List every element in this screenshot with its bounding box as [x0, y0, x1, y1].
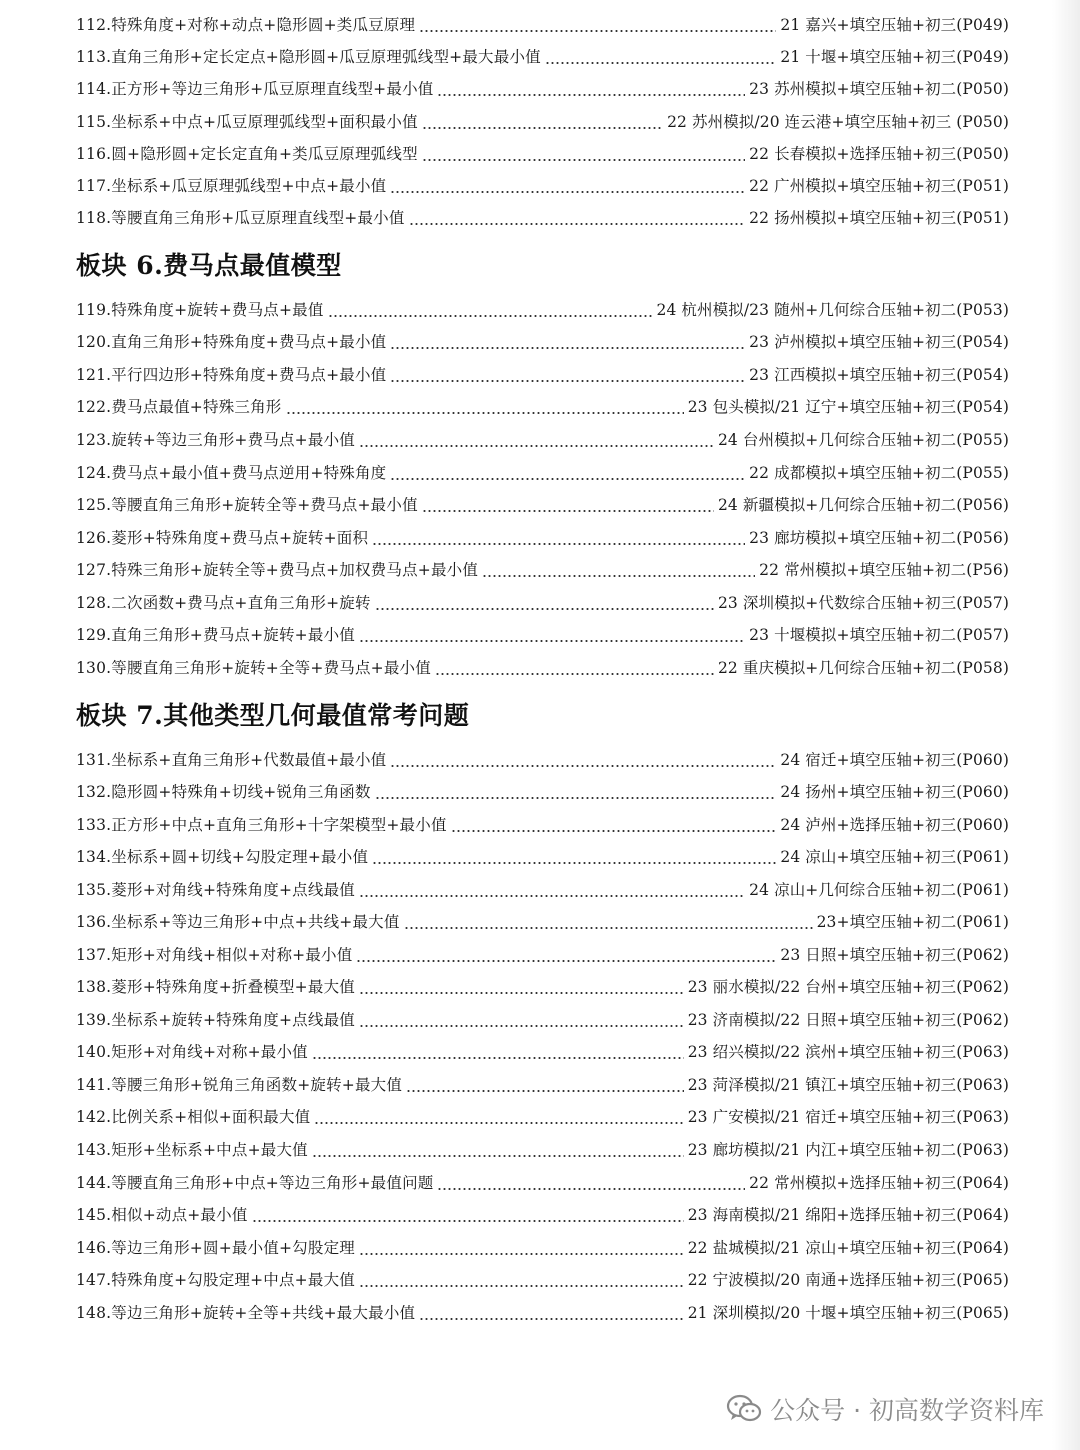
leader-dots [482, 559, 755, 581]
entry-source: 24 泸州+选择压轴+初三(P060) [780, 816, 1009, 834]
entry-source: 24 宿迁+填空压轴+初三(P060) [780, 751, 1009, 769]
toc-entry [76, 1098, 1009, 1128]
entry-topic: 122.费马点最值+特殊三角形 [76, 398, 282, 416]
entry-source: 22 苏州模拟/20 连云港+填空压轴+初三 (P050) [667, 113, 1009, 131]
leader-dots [422, 111, 663, 133]
leader-dots [437, 78, 745, 100]
entry-source: 22 成都模拟+填空压轴+初二(P055) [749, 464, 1009, 482]
section-title: 板块 6.费马点最值模型 [76, 251, 342, 280]
entry-topic: 127.特殊三角形+旋转全等+费马点+加权费马点+最小值 [76, 561, 479, 579]
entry-source: 23 十堰模拟+填空压轴+初二(P057) [749, 626, 1009, 644]
entry-topic: 117.坐标系+瓜豆原理弧线型+中点+最小值 [76, 177, 387, 195]
entry-source: 23 包头模拟/21 辽宁+填空压轴+初三(P054) [687, 398, 1009, 416]
leader-dots [286, 396, 684, 418]
entry-source: 23 海南模拟/21 绵阳+选择压轴+初三(P064) [687, 1206, 1009, 1224]
entry-topic: 141.等腰三角形+锐角三角函数+旋转+最大值 [76, 1076, 403, 1094]
entry-source: 22 扬州模拟+填空压轴+初三(P051) [749, 209, 1009, 227]
entry-topic: 116.圆+隐形圆+定长定直角+类瓜豆原理弧线型 [76, 145, 418, 163]
leader-dots [359, 1009, 684, 1031]
entry-topic: 130.等腰直角三角形+旋转+全等+费马点+最小值 [76, 659, 431, 677]
toc-entry [76, 936, 1009, 966]
toc-entry [76, 741, 1009, 771]
leader-dots [451, 814, 777, 836]
entry-source: 24 凉山+填空压轴+初三(P061) [780, 848, 1009, 866]
entry-topic: 126.菱形+特殊角度+费马点+旋转+面积 [76, 529, 369, 547]
leader-dots [359, 976, 684, 998]
entry-source: 23 日照+填空压轴+初三(P062) [780, 946, 1009, 964]
leader-dots [359, 879, 745, 901]
entry-topic: 143.矩形+坐标系+中点+最大值 [76, 1141, 308, 1159]
entry-topic: 118.等腰直角三角形+瓜豆原理直线型+最小值 [76, 209, 405, 227]
toc-entry [76, 1261, 1009, 1291]
leader-dots [422, 143, 745, 165]
entry-source: 23 绍兴模拟/22 滨州+填空压轴+初三(P063) [687, 1043, 1009, 1061]
leader-dots [406, 1074, 684, 1096]
entry-source: 23 泸州模拟+填空压轴+初三(P054) [749, 333, 1009, 351]
entry-source: 23 菏泽模拟/21 镇江+填空压轴+初三(P063) [687, 1076, 1009, 1094]
leader-dots [359, 624, 745, 646]
leader-dots [390, 175, 745, 197]
entry-topic: 136.坐标系+等边三角形+中点+共线+最大值 [76, 913, 400, 931]
toc-entry [76, 903, 1009, 933]
toc-entry [76, 356, 1009, 386]
entry-source: 24 杭州模拟/23 随州+几何综合压轴+初二(P053) [656, 301, 1009, 319]
entry-source: 23 丽水模拟/22 台州+填空压轴+初三(P062) [687, 978, 1009, 996]
leader-dots [545, 46, 776, 68]
entry-source: 23 廊坊模拟+填空压轴+初二(P056) [749, 529, 1009, 547]
page-edge-shadow [1052, 0, 1080, 1450]
entry-topic: 113.直角三角形+定长定点+隐形圆+瓜豆原理弧线型+最大最小值 [76, 48, 541, 66]
toc-entry [76, 388, 1009, 418]
entry-topic: 121.平行四边形+特殊角度+费马点+最小值 [76, 366, 387, 384]
entry-source: 23 济南模拟/22 日照+填空压轴+初三(P062) [687, 1011, 1009, 1029]
toc-entry [76, 616, 1009, 646]
entry-topic: 132.隐形圆+特殊角+切线+锐角三角函数 [76, 783, 371, 801]
leader-dots [419, 1302, 683, 1324]
entry-source: 22 常州模拟+填空压轴+初二(P56) [759, 561, 1009, 579]
toc-entry [76, 773, 1009, 803]
entry-topic: 137.矩形+对角线+相似+对称+最小值 [76, 946, 353, 964]
leader-dots [359, 429, 714, 451]
entry-topic: 123.旋转+等边三角形+费马点+最小值 [76, 431, 355, 449]
leader-dots [312, 1139, 684, 1161]
leader-dots [359, 1237, 684, 1259]
leader-dots [356, 944, 776, 966]
entry-topic: 129.直角三角形+费马点+旋转+最小值 [76, 626, 355, 644]
leader-dots [390, 462, 745, 484]
wechat-icon [726, 1394, 762, 1424]
toc-entry [76, 1196, 1009, 1226]
entry-topic: 146.等边三角形+圆+最小值+勾股定理 [76, 1239, 355, 1257]
entry-topic: 119.特殊角度+旋转+费马点+最值 [76, 301, 324, 319]
entry-source: 23 苏州模拟+填空压轴+初二(P050) [749, 80, 1009, 98]
leader-dots [437, 1172, 745, 1194]
entry-source: 23+填空压轴+初二(P061) [816, 913, 1009, 931]
toc-entry [76, 1066, 1009, 1096]
entry-source: 22 长春模拟+选择压轴+初三(P050) [749, 145, 1009, 163]
entry-source: 22 重庆模拟+几何综合压轴+初二(P058) [717, 659, 1009, 677]
entry-source: 23 深圳模拟+代数综合压轴+初三(P057) [717, 594, 1009, 612]
toc-entry [76, 551, 1009, 581]
leader-dots [252, 1204, 684, 1226]
entry-topic: 147.特殊角度+勾股定理+中点+最大值 [76, 1271, 355, 1289]
leader-dots [375, 781, 777, 803]
toc-entry [76, 968, 1009, 998]
entry-source: 23 江西模拟+填空压轴+初三(P054) [749, 366, 1009, 384]
toc-entry [76, 838, 1009, 868]
toc-entry [76, 1294, 1009, 1324]
entry-source: 21 深圳模拟/20 十堰+填空压轴+初三(P065) [687, 1304, 1009, 1322]
entry-source: 23 广安模拟/21 宿迁+填空压轴+初三(P063) [687, 1108, 1009, 1126]
leader-dots [312, 1041, 684, 1063]
entry-topic: 128.二次函数+费马点+直角三角形+旋转 [76, 594, 371, 612]
leader-dots [372, 527, 745, 549]
toc-entry [76, 454, 1009, 484]
section-title: 板块 7.其他类型几何最值常考问题 [76, 701, 470, 730]
toc-entry [76, 38, 1009, 68]
entry-source: 23 廊坊模拟/21 内江+填空压轴+初二(P063) [687, 1141, 1009, 1159]
entry-topic: 140.矩形+对角线+对称+最小值 [76, 1043, 308, 1061]
entry-source: 24 凉山+几何综合压轴+初二(P061) [749, 881, 1009, 899]
entry-topic: 131.坐标系+直角三角形+代数最值+最小值 [76, 751, 387, 769]
toc-entry [76, 1131, 1009, 1161]
toc-entry [76, 519, 1009, 549]
entry-topic: 135.菱形+对角线+特殊角度+点线最值 [76, 881, 355, 899]
toc-entry [76, 486, 1009, 516]
entry-topic: 134.坐标系+圆+切线+勾股定理+最小值 [76, 848, 369, 866]
toc-entry [76, 291, 1009, 321]
entry-topic: 125.等腰直角三角形+旋转全等+费马点+最小值 [76, 496, 418, 514]
entry-topic: 124.费马点+最小值+费马点逆用+特殊角度 [76, 464, 387, 482]
entry-source: 24 台州模拟+几何综合压轴+初二(P055) [717, 431, 1009, 449]
entry-source: 24 新疆模拟+几何综合压轴+初二(P056) [717, 496, 1009, 514]
entry-topic: 133.正方形+中点+直角三角形+十字架模型+最小值 [76, 816, 447, 834]
leader-dots [435, 657, 714, 679]
entry-source: 22 宁波模拟/20 南通+选择压轴+初三(P065) [687, 1271, 1009, 1289]
toc-entry [76, 1229, 1009, 1259]
entry-topic: 114.正方形+等边三角形+瓜豆原理直线型+最小值 [76, 80, 434, 98]
toc-entry [76, 871, 1009, 901]
entry-source: 22 盐城模拟/21 凉山+填空压轴+初三(P064) [687, 1239, 1009, 1257]
toc-entry [76, 1033, 1009, 1063]
entry-topic: 144.等腰直角三角形+中点+等边三角形+最值问题 [76, 1174, 434, 1192]
toc-entry [76, 103, 1009, 133]
leader-dots [390, 331, 745, 353]
toc-entry [76, 649, 1009, 679]
leader-dots [372, 846, 776, 868]
leader-dots [375, 592, 714, 614]
leader-dots [390, 749, 776, 771]
toc-entry [76, 1001, 1009, 1031]
toc-entry [76, 1164, 1009, 1194]
toc-entry [76, 6, 1009, 36]
toc-entry [76, 135, 1009, 165]
entry-source: 21 嘉兴+填空压轴+初三(P049) [780, 16, 1009, 34]
watermark [726, 1389, 1044, 1429]
leader-dots [359, 1269, 684, 1291]
toc-entry [76, 584, 1009, 614]
toc-entry [76, 421, 1009, 451]
entry-source: 24 扬州+填空压轴+初三(P060) [780, 783, 1009, 801]
entry-topic: 138.菱形+特殊角度+折叠模型+最大值 [76, 978, 355, 996]
leader-dots [404, 911, 813, 933]
entry-source: 22 常州模拟+选择压轴+初三(P064) [749, 1174, 1009, 1192]
leader-dots [409, 207, 746, 229]
toc-entry [76, 199, 1009, 229]
leader-dots [419, 14, 776, 36]
toc-entry [76, 323, 1009, 353]
leader-dots [390, 364, 745, 386]
watermark-text: 公众号 · 初高数学资料库 [770, 1396, 1044, 1425]
entry-topic: 115.坐标系+中点+瓜豆原理弧线型+面积最小值 [76, 113, 418, 131]
leader-dots [314, 1106, 683, 1128]
entry-topic: 142.比例关系+相似+面积最大值 [76, 1108, 311, 1126]
entry-topic: 148.等边三角形+旋转+全等+共线+最大最小值 [76, 1304, 416, 1322]
leader-dots [328, 299, 653, 321]
toc-entry [76, 806, 1009, 836]
entry-topic: 112.特殊角度+对称+动点+隐形圆+类瓜豆原理 [76, 16, 416, 34]
toc-entry [76, 167, 1009, 197]
entry-source: 22 广州模拟+填空压轴+初三(P051) [749, 177, 1009, 195]
entry-topic: 120.直角三角形+特殊角度+费马点+最小值 [76, 333, 387, 351]
leader-dots [422, 494, 714, 516]
entry-source: 21 十堰+填空压轴+初三(P049) [780, 48, 1009, 66]
toc-entry [76, 70, 1009, 100]
entry-topic: 139.坐标系+旋转+特殊角度+点线最值 [76, 1011, 355, 1029]
entry-topic: 145.相似+动点+最小值 [76, 1206, 248, 1224]
